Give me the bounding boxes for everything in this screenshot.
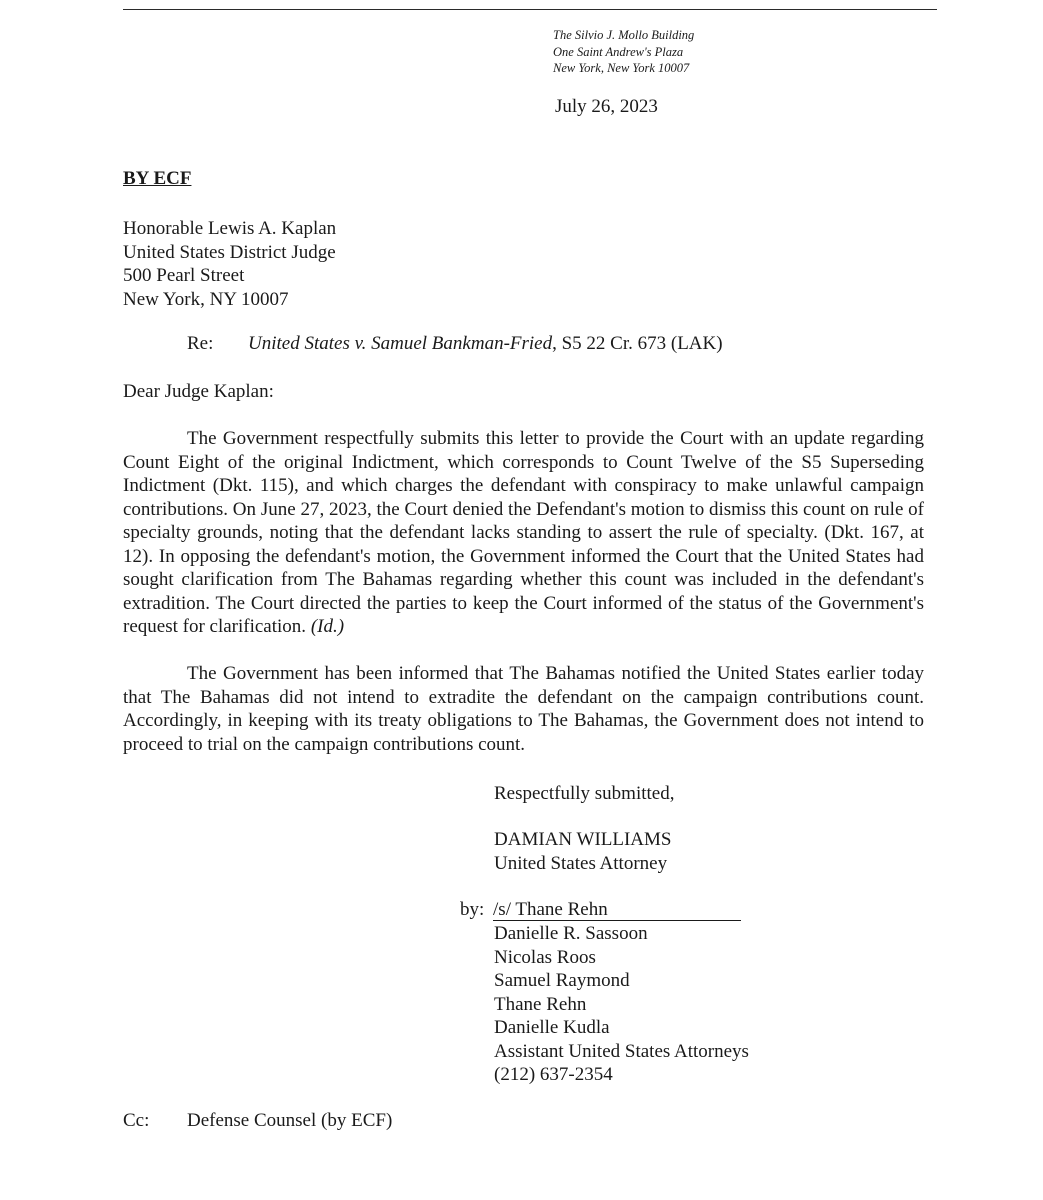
address-line: The Silvio J. Mollo Building: [553, 28, 695, 42]
attorney-name: Nicolas Roos: [494, 946, 596, 968]
case-number: , S5 22 Cr. 673 (LAK): [552, 333, 723, 354]
signatory-block: [494, 828, 672, 875]
case-title: United States v. Samuel Bankman-Fried: [248, 333, 553, 354]
address-line: New York, New York 10007: [553, 61, 690, 75]
phone-number: (212) 637-2354: [494, 1064, 613, 1085]
address-line: One Saint Andrew's Plaza: [553, 44, 684, 59]
assistant-attorneys: [494, 922, 749, 1087]
recipient-line: New York, NY 10007: [123, 288, 289, 310]
cc-label: Cc:: [123, 1110, 150, 1131]
closing: Respectfully submitted,: [494, 783, 675, 804]
top-rule: [123, 9, 937, 10]
re-label: Re:: [187, 333, 214, 354]
attorney-name: Danielle Kudla: [494, 1017, 610, 1038]
salutation: Dear Judge Kaplan:: [123, 381, 274, 402]
body-paragraph-1: [123, 427, 924, 639]
attorney-name: Danielle R. Sassoon: [494, 923, 648, 944]
recipient-line: United States District Judge: [123, 241, 336, 263]
letterhead-address: [553, 27, 694, 77]
recipient-address: [123, 217, 336, 311]
signature-line: [460, 899, 741, 921]
body-paragraph-2: The Government has been informed that The Bahamas notified the United States earlier today that The Bahamas did not intend to extradite the defendant on the campaign contributions count. Accordingly, in keeping with its treaty obligations to The Bahamas, the Government does not intend to proceed to trial on the campaign contributions count.: [123, 663, 924, 755]
attorneys-title: Assistant United States Attorneys: [494, 1040, 749, 1062]
cc-line: [123, 1110, 392, 1132]
attorney-name: Samuel Raymond: [494, 970, 630, 991]
electronic-signature: [493, 900, 741, 921]
signatory-name: DAMIAN WILLIAMS: [494, 829, 672, 850]
re-line: [187, 333, 723, 355]
letter-date: July 26, 2023: [555, 96, 658, 117]
delivery-method: BY ECF: [123, 168, 192, 189]
recipient-line: Honorable Lewis A. Kaplan: [123, 218, 337, 239]
citation: (Id.): [310, 616, 345, 637]
cc-value: Defense Counsel (by ECF): [187, 1110, 393, 1131]
paragraph-text: The Government respectfully submits this letter to provide the Court with an update regarding Count Eight of the original Indictment, which corresponds to Count Twelve of the S5 Superseding Indictment (Dkt. 115), and which charges the defendant with conspiracy to make unlawful campaign contributions. On June 27, 2023, the Court denied the Defendant's motion to dismiss this count on rule of specialty grounds, noting that the defendant lacks standing to assert the rule of specialty. (Dkt. 167, at 12). In opposing the defendant's motion, the Government informed the Court that the United States had sought clarification from The Bahamas regarding whether this count was included in the defendant's extradition. The Court directed the parties to keep the Court informed of the status of the Government's request for clarification.: [123, 428, 924, 637]
recipient-line: 500 Pearl Street: [123, 265, 245, 286]
attorney-name: Thane Rehn: [494, 993, 587, 1015]
signature-text: /s/ Thane Rehn: [493, 899, 608, 920]
by-label: by:: [460, 899, 485, 920]
signatory-title: United States Attorney: [494, 852, 668, 874]
